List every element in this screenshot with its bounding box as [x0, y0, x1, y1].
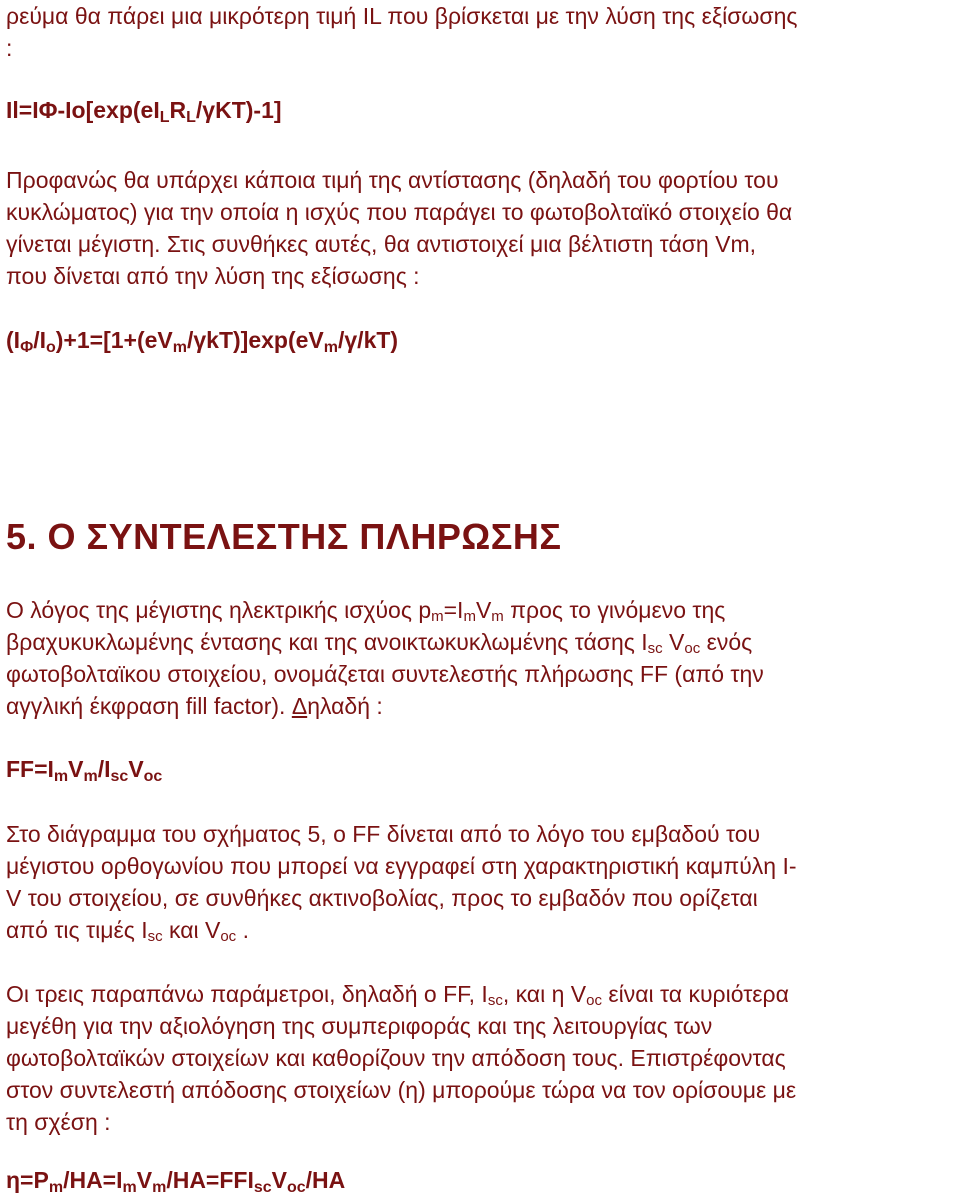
text-line: φωτοβολταϊκου στοιχείου, ονομάζεται συντελεστής πλήρωσης FF (από την: [6, 661, 764, 687]
intro-paragraph: [6, 0, 797, 64]
eq-text: /I: [33, 327, 46, 353]
text-line: μέγιστου ορθογωνίου που μπορεί να εγγραφεί στη χαρακτηριστική καμπύλη I-: [6, 853, 797, 879]
equation-efficiency: η=Pm/HA=ImVm/HA=FFIscVoc/HA: [6, 1167, 346, 1196]
text-line: κυκλώματος) για την οποία η ισχύς που παράγει το φωτοβολταϊκό στοιχείο θα: [6, 199, 793, 225]
eq-text: /γKT)-1]: [195, 97, 282, 123]
paragraph-optimal-voltage: [6, 164, 792, 292]
text-line: μεγέθη για την αξιολόγηση της συμπεριφοράς και της λειτουργίας των: [6, 1013, 713, 1039]
paragraph-diagram-explanation: [6, 818, 797, 946]
eq-text: Il=IΦ-Io[exp(eI: [6, 97, 160, 123]
text-line: Ο λόγος της μέγιστης ηλεκτρικής ισχύος $p_m=I_mV_m$ προς το γινόμενο της: [6, 597, 726, 625]
text-line: αγγλική έκφραση fill factor). Δηλαδή :: [6, 693, 383, 719]
equation-fill-factor: FF=ImVm/IscVoc: [6, 756, 163, 785]
text-line: τη σχέση :: [6, 1109, 111, 1135]
text-line: Οι τρεις παραπάνω παράμετροι, δηλαδή ο FF, $I_{sc}$, και η $V_{oc}$ είναι τα κυριότερα: [6, 981, 789, 1009]
paragraph-fill-factor-definition: [6, 594, 764, 722]
text-line: από τις τιμές $I_{sc}$ και $V_{oc}$ .: [6, 917, 249, 945]
eq-subscript: o: [45, 339, 56, 356]
text-line: που δίνεται από την λύση της εξίσωσης :: [6, 263, 420, 289]
text-line: φωτοβολταϊκών στοιχείων και καθορίζουν την απόδοση τους. Επιστρέφοντας: [6, 1045, 786, 1071]
text-line: στον συντελεστή απόδοσης στοιχείων (η) μπορούμε τώρα να τον ορίσουμε με: [6, 1077, 797, 1103]
eq-subscript: m: [172, 339, 187, 356]
eq-text: /γkT)]exp(eV: [187, 327, 324, 353]
text-line: ρεύμα θα πάρει μια μικρότερη τιμή IL που βρίσκεται με την λύση της εξίσωσης: [6, 3, 798, 29]
eq-text: R: [169, 97, 187, 123]
eq-text: /γ/kT): [338, 327, 399, 353]
eq-text: (I: [6, 327, 21, 353]
eq-text: )+1=[1+(eV: [55, 327, 173, 353]
text-line: Στο διάγραμμα του σχήματος 5, ο FF δίνεται από το λόγο του εμβαδού του: [6, 821, 761, 847]
section-heading: 5. Ο ΣΥΝΤΕΛΕΣΤΗΣ ΠΛΗΡΩΣΗΣ: [6, 516, 562, 557]
eq-subscript: m: [323, 339, 338, 356]
text-line: βραχυκυκλωμένης έντασης και της ανοικτωκυκλωμένης τάσης $I_{sc}$ $V_{oc}$ ενός: [6, 629, 753, 657]
equation-load-current: [6, 97, 282, 124]
eq-subscript: L: [159, 109, 170, 126]
text-line: :: [6, 35, 13, 61]
eq-subscript: Φ: [20, 339, 34, 356]
text-line: Προφανώς θα υπάρχει κάποια τιμή της αντίστασης (δηλαδή του φορτίου του: [6, 167, 779, 193]
equation-optimal-voltage: [6, 327, 398, 354]
text-line: V του στοιχείου, σε συνθήκες ακτινοβολίας, προς το εμβαδόν που ορίζεται: [6, 885, 758, 911]
eq-subscript: L: [186, 109, 196, 126]
paragraph-efficiency: [6, 978, 796, 1138]
text-line: γίνεται μέγιστη. Στις συνθήκες αυτές, θα αντιστοιχεί μια βέλτιστη τάση Vm,: [6, 231, 757, 257]
